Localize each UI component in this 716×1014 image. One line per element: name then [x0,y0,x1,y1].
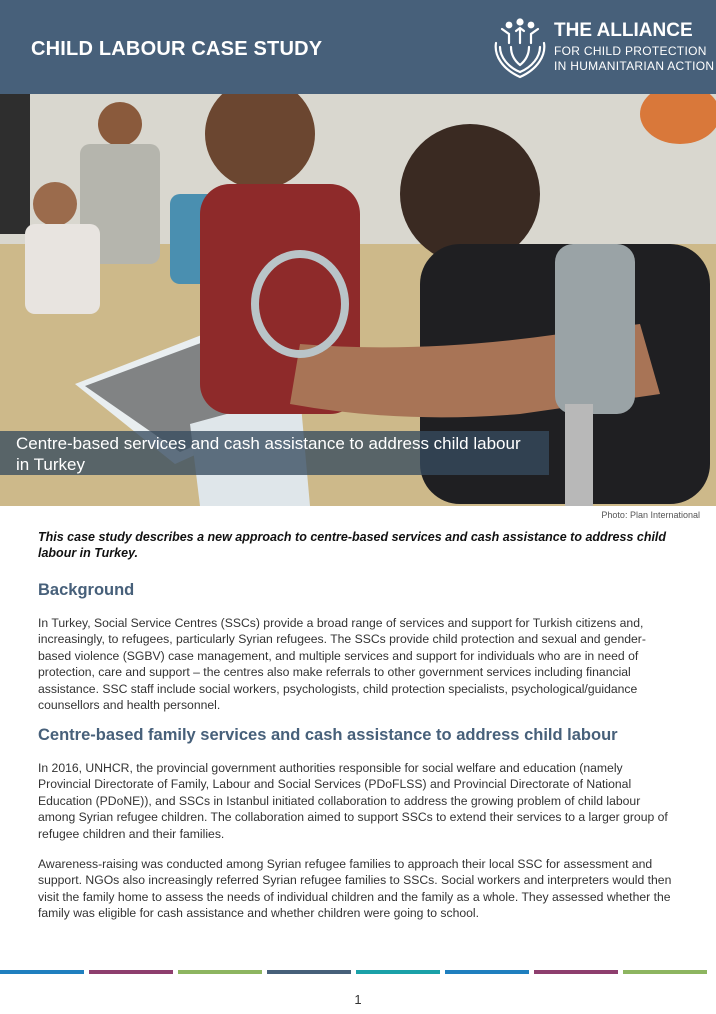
photo-caption-box [0,431,549,475]
alliance-logo [490,17,715,83]
hands-children-logo-icon [490,17,550,79]
footer-stripe [534,970,618,974]
family-services-paragraph-1: In 2016, UNHCR, the provincial government authorities responsible for social welfare and education (namely Provincial Directorate of Family, Labour and Social Services (PDoFLSS) and Provincial Directorate of National Education (PDoNE)), and SSCs in Istanbul initiated collaboration to address the growing problem of child labour among Syrian refugee children. The collaboration aimed to support SSCs to extend their services to a larger group of refugee children and their families. [38,761,668,841]
intro-summary: This case study describes a new approach to centre-based services and cash assistance to address child labour in Turkey. [38,530,667,560]
footer-stripe [267,970,351,974]
footer-stripe [89,970,173,974]
page-number: 1 [354,992,362,1007]
footer-stripe [356,970,440,974]
logo-subtitle-line1: FOR CHILD PROTECTION [554,44,707,58]
footer-stripe [445,970,529,974]
photo-caption: Centre-based services and cash assistance to address child labour in Turkey [16,434,521,474]
family-services-paragraph-2: Awareness-raising was conducted among Syrian refugee families to approach their local SSC for assessment and support. NGOs also increasingly referred Syrian refugee families to SSCs. Social workers and interpreters would then visit the family home to assess the needs of individual children and the family as a whole. They assessed whether the family was eligible for cash assistance and whether children were going to school. [38,857,672,921]
footer-stripe [178,970,262,974]
section-heading-family-services: Centre-based family services and cash assistance to address child labour [38,726,618,744]
footer-color-stripes [0,970,716,975]
footer-stripe [623,970,707,974]
photo-credit: Photo: Plan International [601,510,700,520]
footer-stripe [0,970,84,974]
logo-title: THE ALLIANCE [554,20,693,41]
section-heading-background: Background [38,581,135,599]
cover-photo [0,94,716,506]
background-paragraph: In Turkey, Social Service Centres (SSCs) provide a broad range of services and support for Turkish citizens and, increasingly, to refugees, particularly Syrian refugees. The SSCs provide child protection and sexual and gender-based violence (SGBV) case management, and multiple services and support for individuals who are in need of protection, care and support – the centres also make referrals to other government services including financial assistance. SSC staff include social workers, psychologists, child protection specialists, psychological/guidance counsellors and health personnel. [38,616,646,713]
header-banner [0,0,716,94]
logo-subtitle-line2: IN HUMANITARIAN ACTION [554,59,715,73]
document-type-title: CHILD LABOUR CASE STUDY [31,38,323,60]
